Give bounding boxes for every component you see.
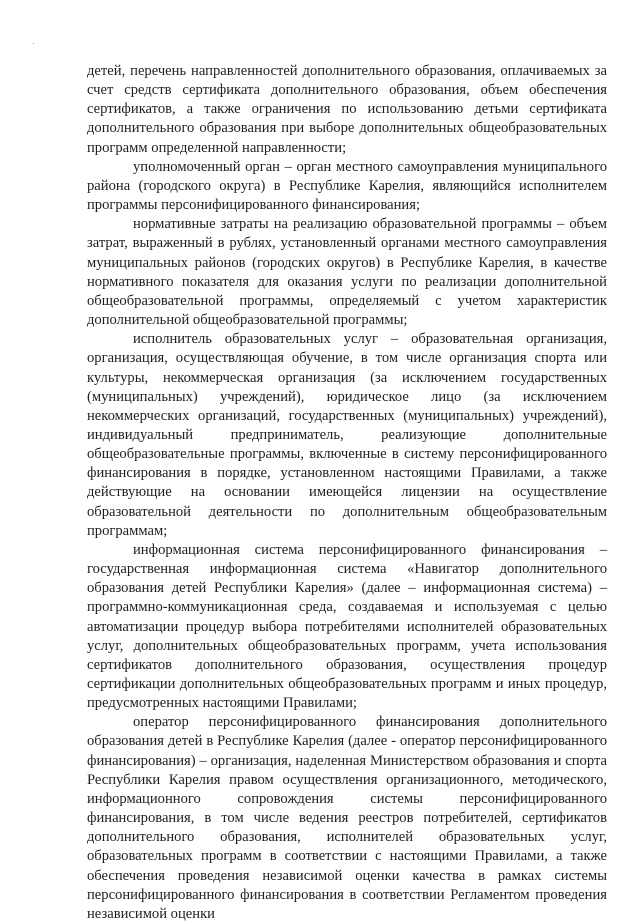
paragraph-certificate-scope: детей, перечень направленностей дополнительного образования, оплачиваемых за счет средств сертификата дополнительного образования, объем обеспечения сертификатов, а также ограничения по использованию детьми сертификата дополнительного образования при выборе дополнительных общеобразовательных программ определенной направленности;: [87, 63, 607, 156]
document-page: [87, 62, 607, 924]
paragraph-authorized-body: уполномоченный орган – орган местного самоуправления муниципального района (городского округа) в Республике Карелия, являющийся исполнителем программы персонифицированного финансирования;: [87, 158, 607, 214]
paragraph-information-system: информационная система персонифицированного финансирования – государственная информационная система «Навигатор дополнительного образования детей Республики Карелия» (далее – информационная система) – программно-коммуникационная среда, создаваемая и используемая с целью автоматизации процедур выбора потребителями исполнителей образовательных услуг, дополнительных общеобразовательных программ, учета использования сертификатов дополнительного образования, осуществления процедур сертификации дополнительных общеобразовательных программ и иных процедур, предусмотренных настоящими Правилами;: [87, 541, 607, 712]
scan-speck: [33, 43, 34, 44]
paragraph-financing-operator: оператор персонифицированного финансирования дополнительного образования детей в Республике Карелия (далее - оператор персонифицированного финансирования) – организация, наделенная Министерством образования и спорта Республики Карелия правом осуществления организационного, методического, информационного сопровождения системы персонифицированного финансирования, в том числе ведения реестров потребителей, сертификатов дополнительного образования, исполнителей образовательных услуг, образовательных программ в соответствии с настоящими Правилами, а также обеспечения проведения независимой оценки качества в рамках системы персонифицированного финансирования в соответствии Регламентом проведения независимой оценки: [87, 714, 607, 922]
paragraph-normative-costs: нормативные затраты на реализацию образовательной программы – объем затрат, выраженный в рублях, установленный органами местного самоуправления муниципальных районов (городских округов) в Республике Карелия, в качестве нормативного показателя для оказания услуги по реализации дополнительной общеобразовательной программы, определяемый с учетом характеристик дополнительной общеобразовательной программы;: [87, 216, 607, 329]
paragraph-service-provider: исполнитель образовательных услуг – образовательная организация, организация, осуществляющая обучение, в том числе организация спорта или культуры, некоммерческая организация (за исключением государственных (муниципальных) учреждений), юридическое лицо (за исключением некоммерческих организаций, государственных (муниципальных) учреждений), индивидуальный предприниматель, реализующие дополнительные общеобразовательные программы, включенные в систему персонифицированного финансирования в порядке, установленном настоящими Правилами, а также действующие на основании имеющейся лицензии на осуществление образовательной деятельности по дополнительным общеобразовательным программам;: [87, 331, 607, 539]
